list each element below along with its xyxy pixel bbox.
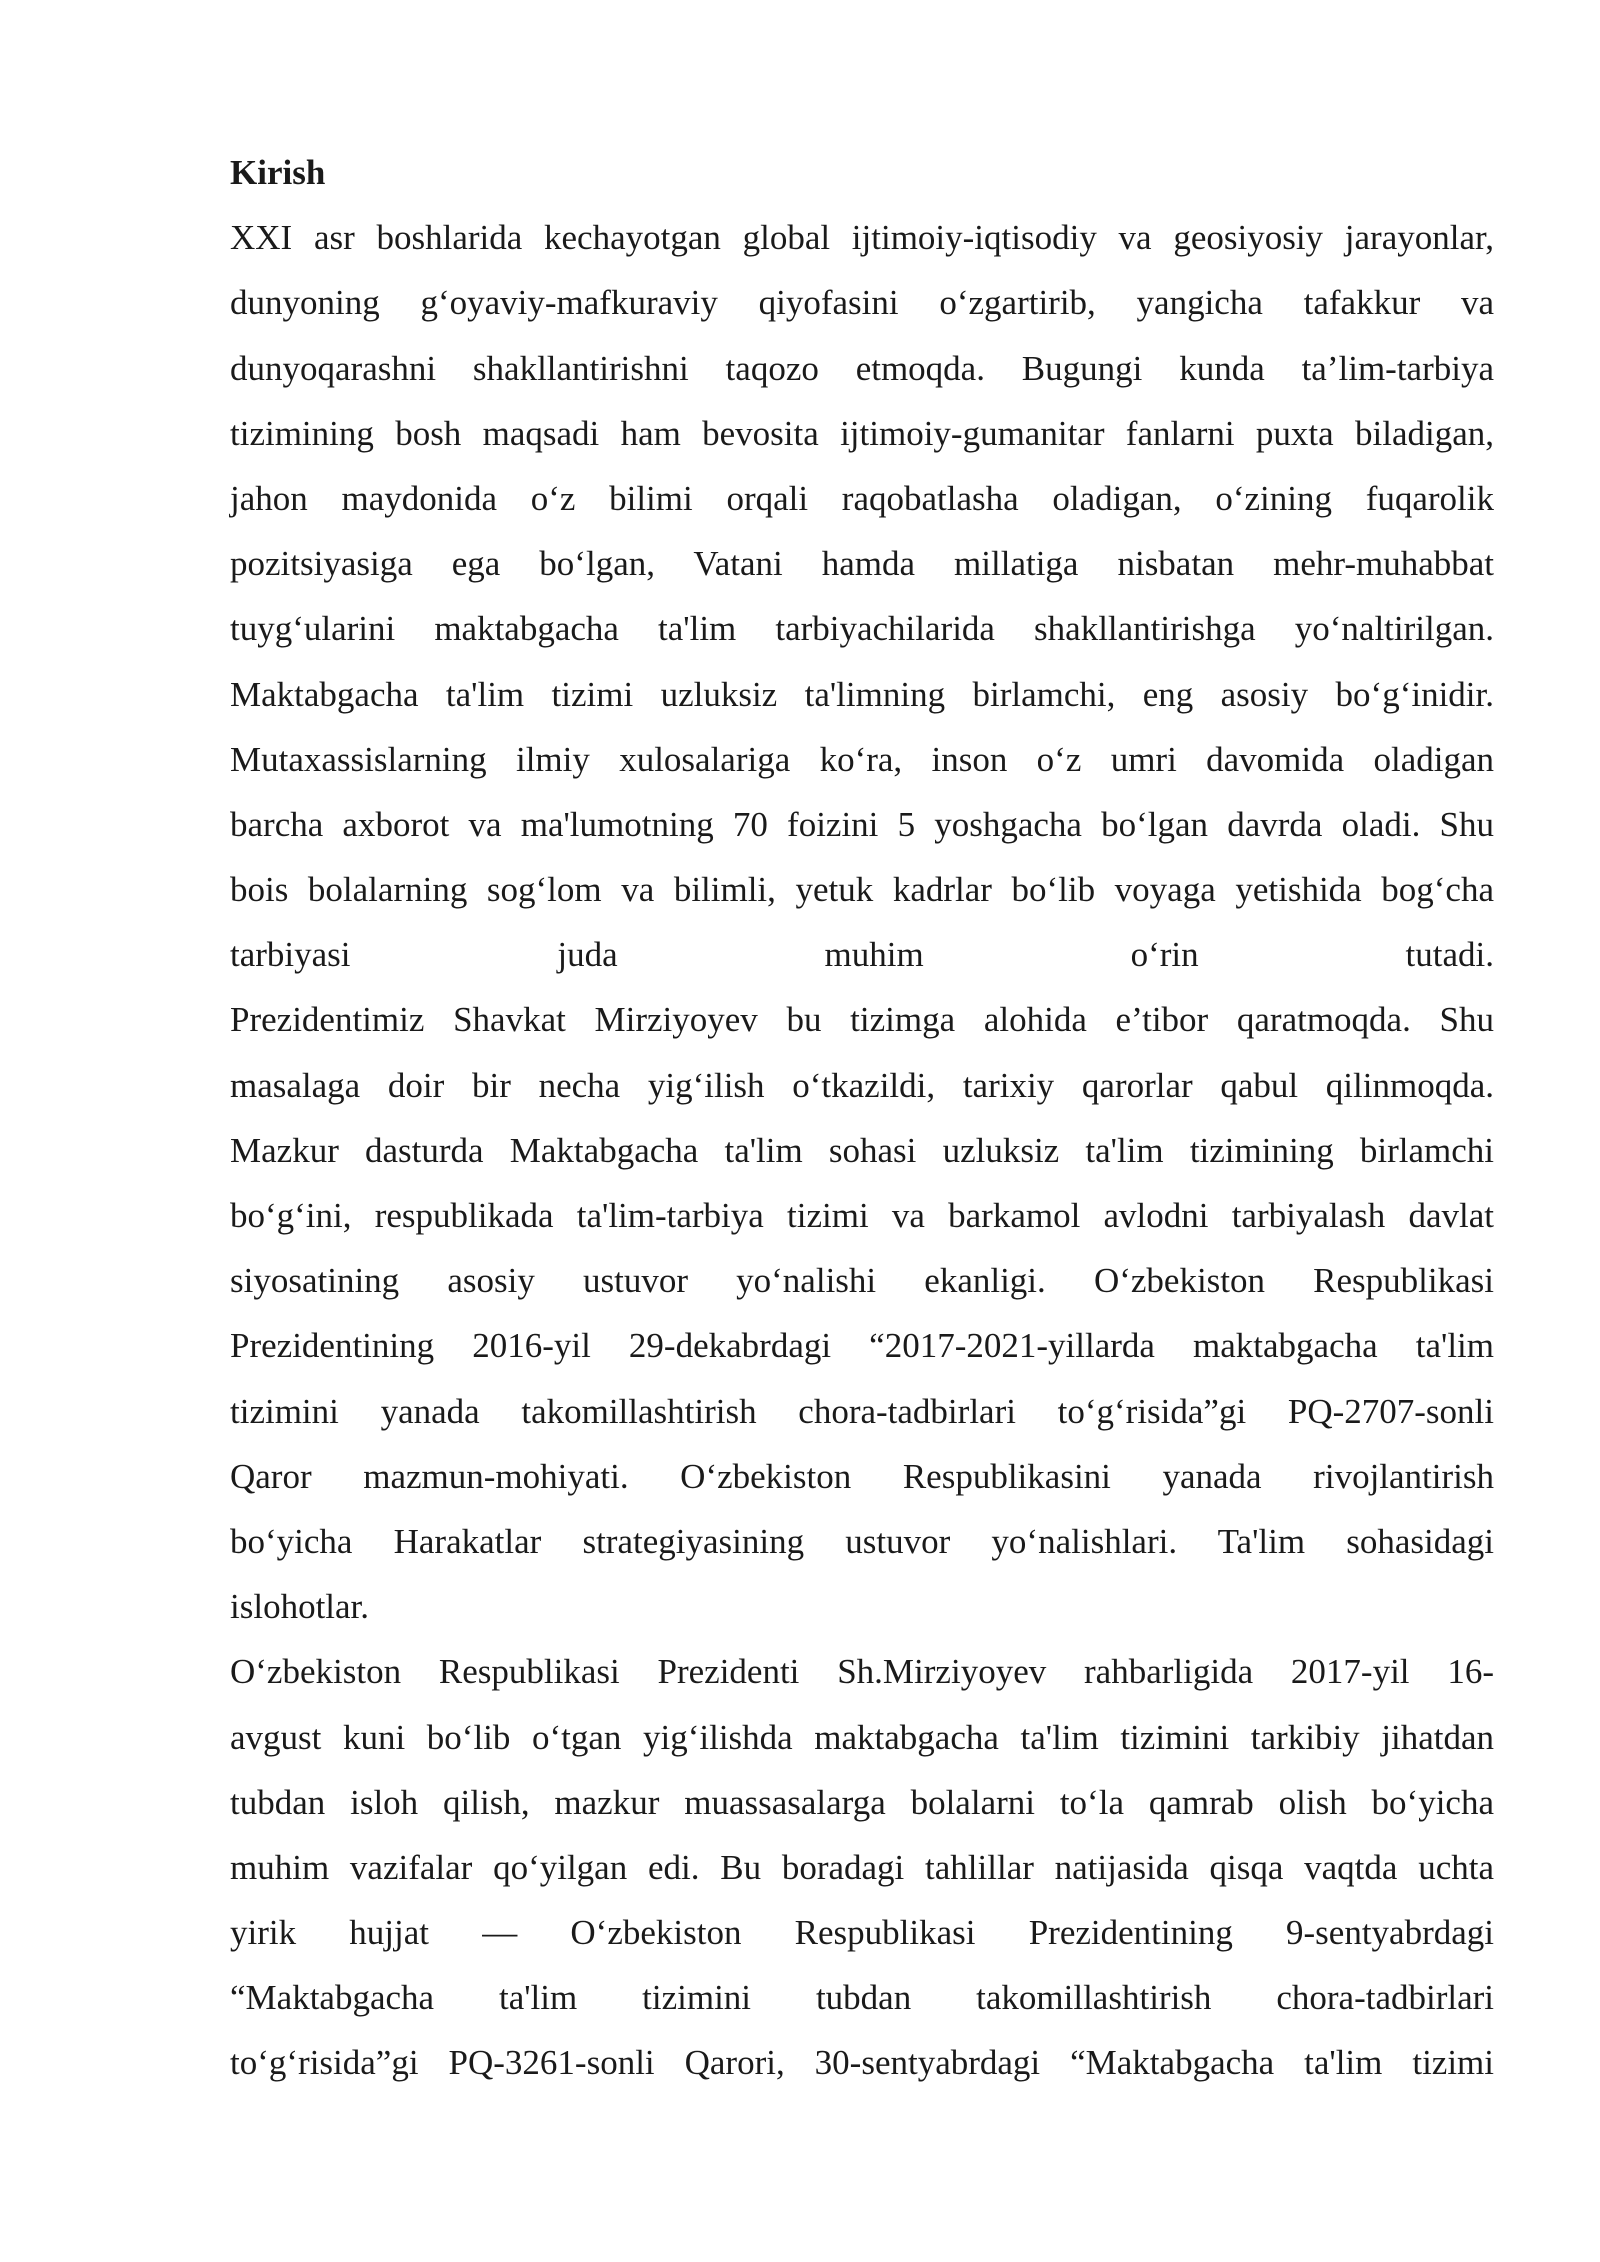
text-line: bo‘g‘ini, respublikada ta'lim-tarbiya tizimi va barkamol avlodni tarbiyalash davlat [230, 1196, 1494, 1235]
text-line: to‘g‘risida”gi PQ-3261-sonli Qarori, 30-sentyabrdagi “Maktabgacha ta'lim tizimi [230, 2043, 1494, 2083]
paragraph-lines [230, 205, 1494, 2095]
text-line: Mutaxassislarning ilmiy xulosalariga ko‘ra, inson o‘z umri davomida oladigan [230, 739, 1494, 779]
text-line: tubdan isloh qilish, mazkur muassasalarga bolalarni to‘la qamrab olish bo‘yicha [230, 1782, 1494, 1822]
text-line: dunyoqarashni shakllantirishni taqozo etmoqda. Bugungi kunda ta’lim-tarbiya [230, 348, 1494, 388]
text-line: Mazkur dasturda Maktabgacha ta'lim sohasi uzluksiz ta'lim tizimining birlamchi [230, 1130, 1494, 1170]
text-line: tarbiyasi juda muhim o‘rin tutadi. [230, 935, 1494, 975]
text-line: siyosatining asosiy ustuvor yo‘nalishi ekanligi. O‘zbekiston Respublikasi [230, 1261, 1494, 1301]
section-heading: Kirish [230, 153, 326, 192]
text-line: Qaror mazmun-mohiyati. O‘zbekiston Respublikasini yanada rivojlantirish [230, 1456, 1494, 1496]
text-line: yirik hujjat — O‘zbekiston Respublikasi Prezidentining 9-sentyabrdagi [230, 1913, 1494, 1953]
text-line: avgust kuni bo‘lib o‘tgan yig‘ilishda maktabgacha ta'lim tizimini tarkibiy jihatdan [230, 1717, 1494, 1757]
text-line: Maktabgacha ta'lim tizimi uzluksiz ta'limning birlamchi, eng asosiy bo‘g‘inidir. [230, 674, 1494, 714]
text-line: Prezidentimiz Shavkat Mirziyoyev bu tizimga alohida e’tibor qaratmoqda. Shu [230, 1000, 1494, 1040]
text-line: Prezidentining 2016-yil 29-dekabrdagi “2017-2021-yillarda maktabgacha ta'lim [230, 1326, 1494, 1366]
text-line: dunyoning g‘oyaviy-mafkuraviy qiyofasini o‘zgartirib, yangicha tafakkur va [230, 283, 1494, 323]
text-line: barcha axborot va ma'lumotning 70 foizini 5 yoshgacha bo‘lgan davrda oladi. Shu [230, 804, 1494, 844]
text-line: tuyg‘ularini maktabgacha ta'lim tarbiyachilarida shakllantirishga yo‘naltirilgan. [230, 609, 1494, 649]
text-line: jahon maydonida o‘z bilimi orqali raqobatlasha oladigan, o‘zining fuqarolik [230, 478, 1494, 518]
text-line: masalaga doir bir necha yig‘ilish o‘tkazildi, tarixiy qarorlar qabul qilinmoqda. [230, 1065, 1494, 1105]
text-line: islohotlar. [230, 1587, 370, 1627]
text-line: tizimining bosh maqsadi ham bevosita ijtimoiy-gumanitar fanlarni puxta biladigan, [230, 413, 1494, 453]
text-line: XXI asr boshlarida kechayotgan global ijtimoiy-iqtisodiy va geosiyosiy jarayonlar, [230, 218, 1494, 258]
text-line: “Maktabgacha ta'lim tizimini tubdan takomillashtirish chora-tadbirlari [230, 1978, 1494, 2018]
text-line: bo‘yicha Harakatlar strategiyasining ustuvor yo‘nalishlari. Ta'lim sohasidagi [230, 1521, 1494, 1561]
text-line: pozitsiyasiga ega bo‘lgan, Vatani hamda millatiga nisbatan mehr-muhabbat [230, 544, 1494, 584]
text-line: tizimini yanada takomillashtirish chora-tadbirlari to‘g‘risida”gi PQ-2707-sonli [230, 1391, 1494, 1431]
text-line: O‘zbekiston Respublikasi Prezidenti Sh.Mirziyoyev rahbarligida 2017-yil 16- [230, 1652, 1494, 1692]
document-body [230, 140, 1494, 2096]
text-line: bois bolalarning sog‘lom va bilimli, yetuk kadrlar bo‘lib voyaga yetishida bog‘cha [230, 870, 1494, 910]
text-line: muhim vazifalar qo‘yilgan edi. Bu boradagi tahlillar natijasida qisqa vaqtda uchta [230, 1847, 1494, 1887]
